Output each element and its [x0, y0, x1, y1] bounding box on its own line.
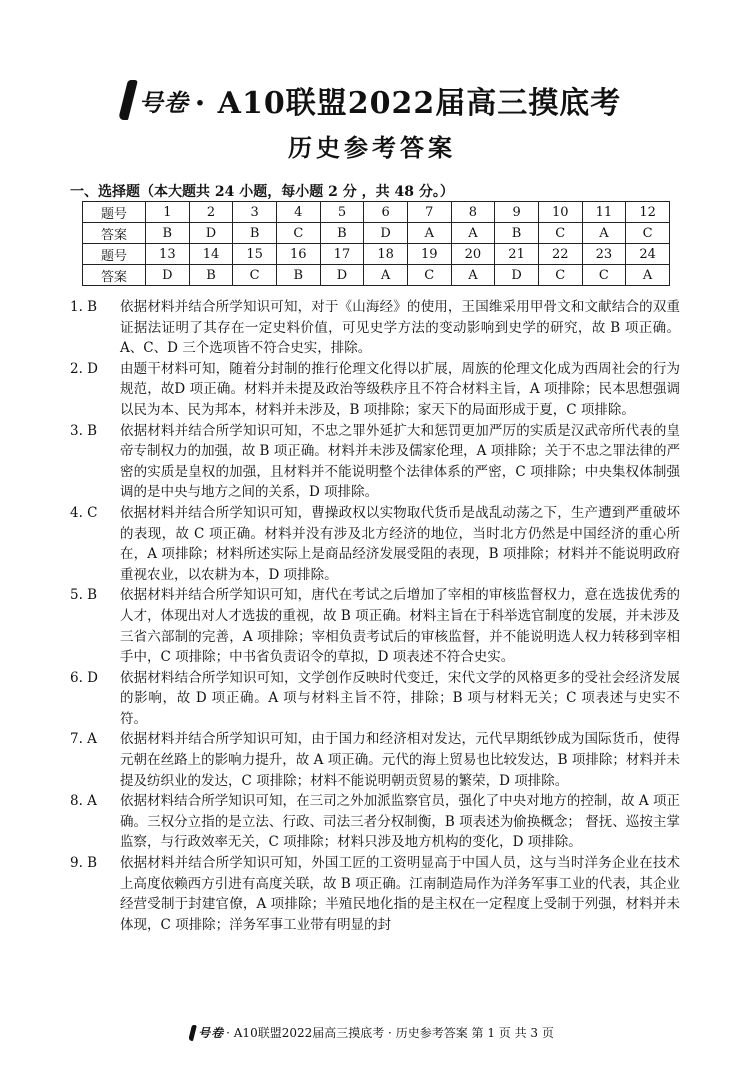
explanation-item: [70, 297, 680, 359]
answer-cell: D: [146, 265, 190, 286]
answer-cell: D: [495, 265, 539, 286]
row-label: 答案: [83, 223, 146, 244]
explanation-item: [70, 729, 680, 791]
answer-cell: D: [364, 223, 408, 244]
brand-logo: [123, 80, 189, 120]
answer-cell: B: [276, 265, 320, 286]
answer-cell: C: [276, 223, 320, 244]
item-number: 1. B: [70, 299, 98, 315]
row-label: 答案: [83, 265, 146, 286]
answer-row: [83, 265, 670, 286]
answer-cell: A: [451, 265, 495, 286]
item-text: 依据材料结合所学知识可知，文学创作反映时代变迁，宋代文学的风格更多的受社会经济发展的影响，故 D 项正确。A 项与材料主旨不符，排除；B 项与材料无关；C 项表述与史实不符。: [120, 669, 680, 727]
question-number-cell: 18: [364, 244, 408, 265]
question-number-cell: 2: [189, 202, 233, 223]
question-number-cell: 12: [626, 202, 670, 223]
question-number-cell: 5: [320, 202, 364, 223]
question-number-cell: 24: [626, 244, 670, 265]
question-number-cell: 13: [146, 244, 190, 265]
question-number-cell: 4: [276, 202, 320, 223]
item-text: 依据材料并结合所学知识可知，外国工匠的工资明显高于中国人员，这与当时洋务企业在技术上高度依赖西方引进有高度关联，故 B 项正确。江南制造局作为洋务军事工业的代表，其企业经营受制于封建官僚，A 项排除；半殖民地化指的是主权在一定程度上受制于列强，材料并未体现，C 项排除；洋务军事工业带有明显的封: [120, 855, 680, 933]
question-number-cell: 21: [495, 244, 539, 265]
explanation-item: [70, 585, 680, 667]
answer-explanations: [70, 297, 680, 935]
item-text: 由题干材料可知，随着分封制的推行伦理文化得以扩展，周族的伦理文化成为西周社会的行为规范，故D 项正确。材料并未提及政治等级秩序且不符合材料主旨，A 项排除；民本思想强调以民为本、民为邦本，材料并未涉及，B 项排除；家天下的局面形成于夏，C 项排除。: [120, 360, 680, 418]
question-number-cell: 11: [582, 202, 626, 223]
answer-cell: C: [233, 265, 277, 286]
row-label: 题号: [83, 202, 146, 223]
item-text: 依据材料并结合所学知识可知，曹操政权以实物取代货币是战乱动荡之下，生产遭到严重破坏的表现，故 C 项正确。材料并没有涉及北方经济的地位，当时北方仍然是中国经济的重心所在，A 项排除；材料所述实际上是商品经济发展受阻的表现，B 项排除；材料并不能说明政府重视农业，以农耕为本，D 项排除。: [120, 504, 680, 583]
item-text: 依据材料并结合所学知识可知，对于《山海经》的使用，王国维采用甲骨文和文献结合的双重证据法证明了其存在一定史料价值，可见史学方法的变动影响到史学的研究，故 B 项正确。A、C、D 三个选项皆不符合史实，排除。: [120, 299, 680, 357]
answer-cell: A: [364, 265, 408, 286]
answer-cell: A: [407, 223, 451, 244]
header: [0, 70, 744, 130]
question-number-cell: 19: [407, 244, 451, 265]
question-number-row: [83, 202, 670, 223]
answer-cell: C: [582, 265, 626, 286]
item-text: 依据材料并结合所学知识可知，不忠之罪外延扩大和惩罚更加严厉的实质是汉武帝所代表的皇帝专制权力的加强，故 B 项正确。材料并未涉及儒家伦理，A 项排除；关于不忠之罪法律的严密的实质是皇权的加强，且材料并不能说明整个法律体系的严密，C 项排除；中央集权体制强调的是中央与地方之间的关系，D 项排除。: [120, 422, 680, 501]
item-number: 8. A: [70, 793, 97, 810]
question-number-cell: 1: [146, 202, 190, 223]
explanation-item: [70, 791, 680, 853]
question-number-cell: 3: [233, 202, 277, 223]
answer-cell: B: [233, 223, 277, 244]
answer-cell: B: [189, 265, 233, 286]
answer-cell: C: [407, 265, 451, 286]
footer-text: · A10联盟2022届高三摸底考 · 历史参考答案 第 1 页 共 3 页: [226, 1026, 554, 1040]
question-number-row: [83, 244, 670, 265]
answer-cell: D: [320, 265, 364, 286]
brush-logo-icon: [118, 80, 138, 120]
answer-row: [83, 223, 670, 244]
answer-cell: A: [582, 223, 626, 244]
question-number-cell: 6: [364, 202, 408, 223]
question-number-cell: 16: [276, 244, 320, 265]
question-number-cell: 8: [451, 202, 495, 223]
row-label: 题号: [83, 244, 146, 265]
explanation-item: [70, 503, 680, 585]
explanation-item: [70, 421, 680, 503]
answer-table: [82, 201, 670, 286]
item-number: 2. D: [70, 360, 98, 377]
footer-logo-text: 号卷: [198, 1026, 225, 1040]
item-text: 依据材料并结合所学知识可知，唐代在考试之后增加了宰相的审核监督权力，意在选拔优秀的人才，体现出对人才选拔的重视，故 B 项正确。材料主旨在于科举选官制度的发展，并未涉及三省六部制的完善，A 项排除；宰相负责考试后的审核监督，并不能说明选人权力转移到宰相手中，C 项排除；中书省负责诏令的草拟，D 项表述不符合史实。: [120, 587, 680, 666]
question-number-cell: 10: [538, 202, 582, 223]
section-title: 一、选择题（本大题共 24 小题，每小题 2 分 ，共 48 分。）: [70, 184, 454, 200]
exam-title: · A10联盟2022届高三摸底考: [194, 86, 622, 121]
item-number: 7. A: [70, 731, 97, 748]
answer-cell: D: [189, 223, 233, 244]
answer-cell: A: [451, 223, 495, 244]
question-number-cell: 17: [320, 244, 364, 265]
answer-cell: B: [320, 223, 364, 244]
item-number: 4. C: [70, 504, 98, 521]
item-number: 5. B: [70, 587, 98, 604]
explanation-item: [70, 668, 680, 730]
item-number: 3. B: [70, 422, 98, 439]
answer-cell: C: [538, 223, 582, 244]
item-text: 依据材料结合所学知识可知，在三司之外加派监察官员，强化了中央对地方的控制，故 A 项正确。三权分立指的是立法、行政、司法三者分权制衡，B 项表述为偷换概念； 督抚、巡按主掌监察，与行政效率无关，C 项排除；材料只涉及地方机构的变化，D 项排除。: [120, 793, 680, 851]
brush-logo-icon: [188, 1025, 197, 1041]
answer-cell: B: [146, 223, 190, 244]
logo-text: 号卷: [138, 87, 189, 117]
explanation-item: [70, 853, 680, 935]
question-number-cell: 20: [451, 244, 495, 265]
answer-cell: C: [626, 223, 670, 244]
item-text: 依据材料并结合所学知识可知，由于国力和经济相对发达，元代早期纸钞成为国际货币，使得元朝在丝路上的影响力提升，故 A 项正确。元代的海上贸易也比较发达，B 项排除；材料并未提及纺织业的发达，C 项排除；材料不能说明朝贡贸易的繁荣，D 项排除。: [120, 731, 680, 789]
question-number-cell: 14: [189, 244, 233, 265]
question-number-cell: 9: [495, 202, 539, 223]
answer-cell: C: [538, 265, 582, 286]
answer-cell: B: [495, 223, 539, 244]
explanation-item: [70, 359, 680, 421]
item-number: 6. D: [70, 669, 98, 686]
question-number-cell: 23: [582, 244, 626, 265]
page-subtitle: 历史参考答案: [288, 133, 456, 162]
question-number-cell: 22: [538, 244, 582, 265]
question-number-cell: 15: [233, 244, 277, 265]
answer-cell: A: [626, 265, 670, 286]
page-footer: [0, 1024, 744, 1041]
question-number-cell: 7: [407, 202, 451, 223]
item-number: 9. B: [70, 855, 98, 872]
